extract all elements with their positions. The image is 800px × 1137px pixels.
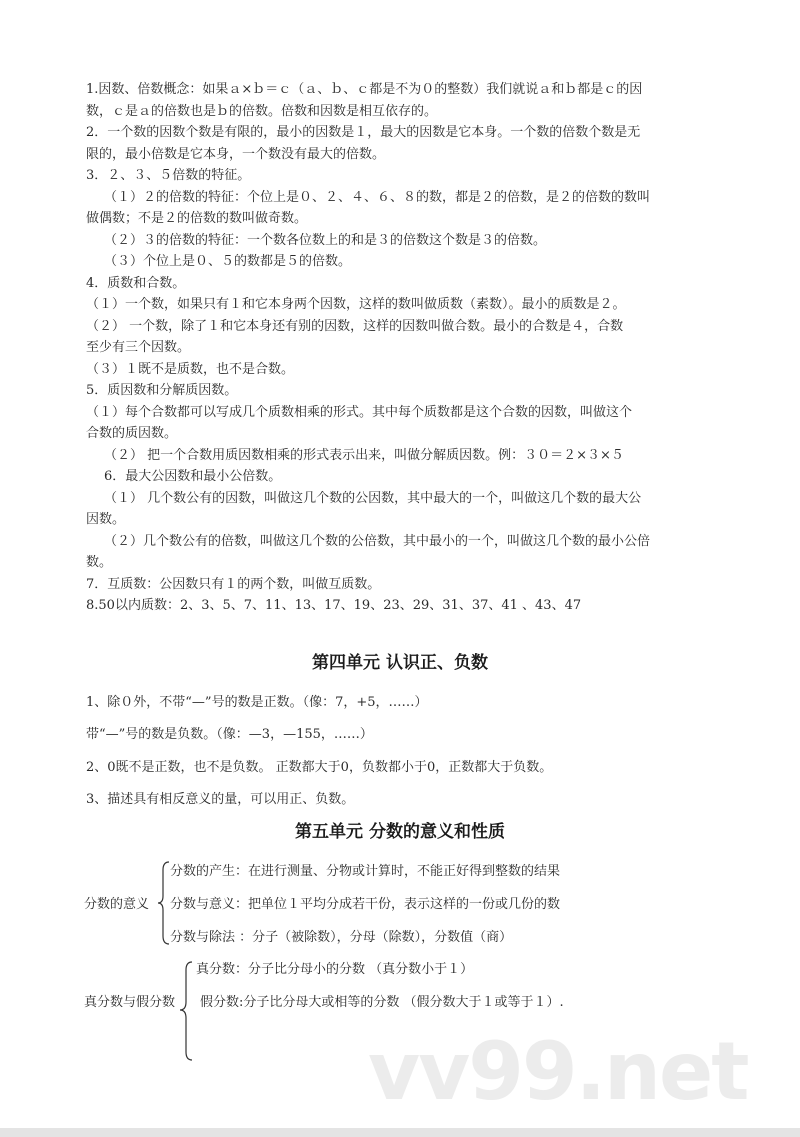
unit4-line: 带“—”号的数是负数。（像：—3，—155，……）: [86, 727, 373, 742]
brace-icon: [178, 960, 196, 1062]
unit3-line: （３）个位上是０、５的数都是５的倍数。: [104, 254, 352, 269]
proper-item: 假分数:分子比分母大或相等的分数 （假分数大于１或等于１）.: [200, 995, 564, 1010]
unit3-line: （１） 几个数公有的因数，叫做这几个数的公因数，其中最大的一个，叫做这几个数的最大公: [104, 491, 642, 506]
unit3-line: 7．互质数：公因数只有１的两个数，叫做互质数。: [86, 577, 381, 592]
unit3-line: 因数。: [86, 512, 126, 527]
unit3-line: 6．最大公因数和最小公倍数。: [104, 469, 282, 484]
unit3-line: （２）３的倍数的特征：一个数各位数上的和是３的倍数这个数是３的倍数。: [104, 233, 547, 248]
unit4-title: 第四单元 认识正、负数: [312, 653, 488, 673]
unit3-line: 4．质数和合数。: [86, 276, 186, 291]
unit3-line: 限的，最小倍数是它本身，一个数没有最大的倍数。: [86, 147, 386, 162]
unit5-title: 第五单元 分数的意义和性质: [295, 822, 505, 842]
page-bottom-edge: [0, 1128, 800, 1137]
unit3-line: 3．２、３、５倍数的特征。: [86, 168, 251, 183]
meaning-item: 分数与意义：把单位１平均分成若干份，表示这样的一份或几份的数: [170, 897, 561, 912]
unit3-line: 做偶数；不是２的倍数的数叫做奇数。: [86, 211, 308, 226]
unit3-line: （２）几个数公有的倍数，叫做这几个数的公倍数，其中最小的一个，叫做这几个数的最小公倍: [104, 534, 651, 549]
unit3-line: （２） 把一个合数用质因数相乘的形式表示出来，叫做分解质因数。例：３０＝２×３×５: [104, 448, 624, 463]
unit3-line: 合数的质因数。: [86, 426, 178, 441]
meaning-item: 分数与除法 ：分子（被除数），分母（除数），分数值（商）: [170, 930, 513, 945]
unit3-line: （２） 一个数，除了１和它本身还有别的因数，这样的因数叫做合数。最小的合数是４，合数: [86, 319, 624, 334]
unit3-line: 5．质因数和分解质因数。: [86, 383, 238, 398]
unit3-line: （３）１既不是质数，也不是合数。: [86, 362, 295, 377]
unit4-line: 2、0既不是正数，也不是负数。 正数都大于0，负数都小于0，正数都大于负数。: [86, 760, 553, 775]
proper-label: 真分数与假分数: [84, 995, 176, 1010]
proper-item: 真分数：分子比分母小的分数 （真分数小于１）: [196, 962, 474, 977]
unit3-line: （１）２的倍数的特征：个位上是０、２、４、６、８的数，都是２的倍数，是２的倍数的数叫: [104, 190, 651, 205]
unit3-line: 2．一个数的因数个数是有限的，最小的因数是１，最大的因数是它本身。一个数的倍数个数是无: [86, 125, 641, 140]
unit3-line: 1.因数、倍数概念：如果ａ×ｂ＝ｃ（ａ、ｂ、ｃ都是不为０的整数）我们就说ａ和ｂ都是ｃ的因: [86, 82, 643, 97]
unit3-line: （１）一个数，如果只有１和它本身两个因数，这样的数叫做质数（素数）。最小的质数是２。: [86, 297, 626, 312]
watermark: vv99.net: [368, 1025, 748, 1118]
unit4-line: 1、除０外，不带“—”号的数是正数。（像：7，+5，……）: [86, 695, 428, 710]
meaning-item: 分数的产生：在进行测量、分物或计算时，不能正好得到整数的结果: [170, 864, 561, 879]
unit3-line: 8.50以内质数：2、3、5、7、11、13、17、19、23、29、31、37、41 、43、47: [86, 598, 582, 613]
unit4-line: 3、描述具有相反意义的量，可以用正、负数。: [86, 792, 355, 807]
unit3-line: 数。: [86, 555, 113, 570]
meaning-label: 分数的意义: [84, 897, 150, 912]
unit3-line: （１）每个合数都可以写成几个质数相乘的形式。其中每个质数都是这个合数的因数，叫做这个: [86, 405, 633, 420]
unit3-line: 至少有三个因数。: [86, 340, 191, 355]
unit3-line: 数，ｃ是ａ的倍数也是ｂ的倍数。倍数和因数是相互依存的。: [86, 104, 438, 119]
